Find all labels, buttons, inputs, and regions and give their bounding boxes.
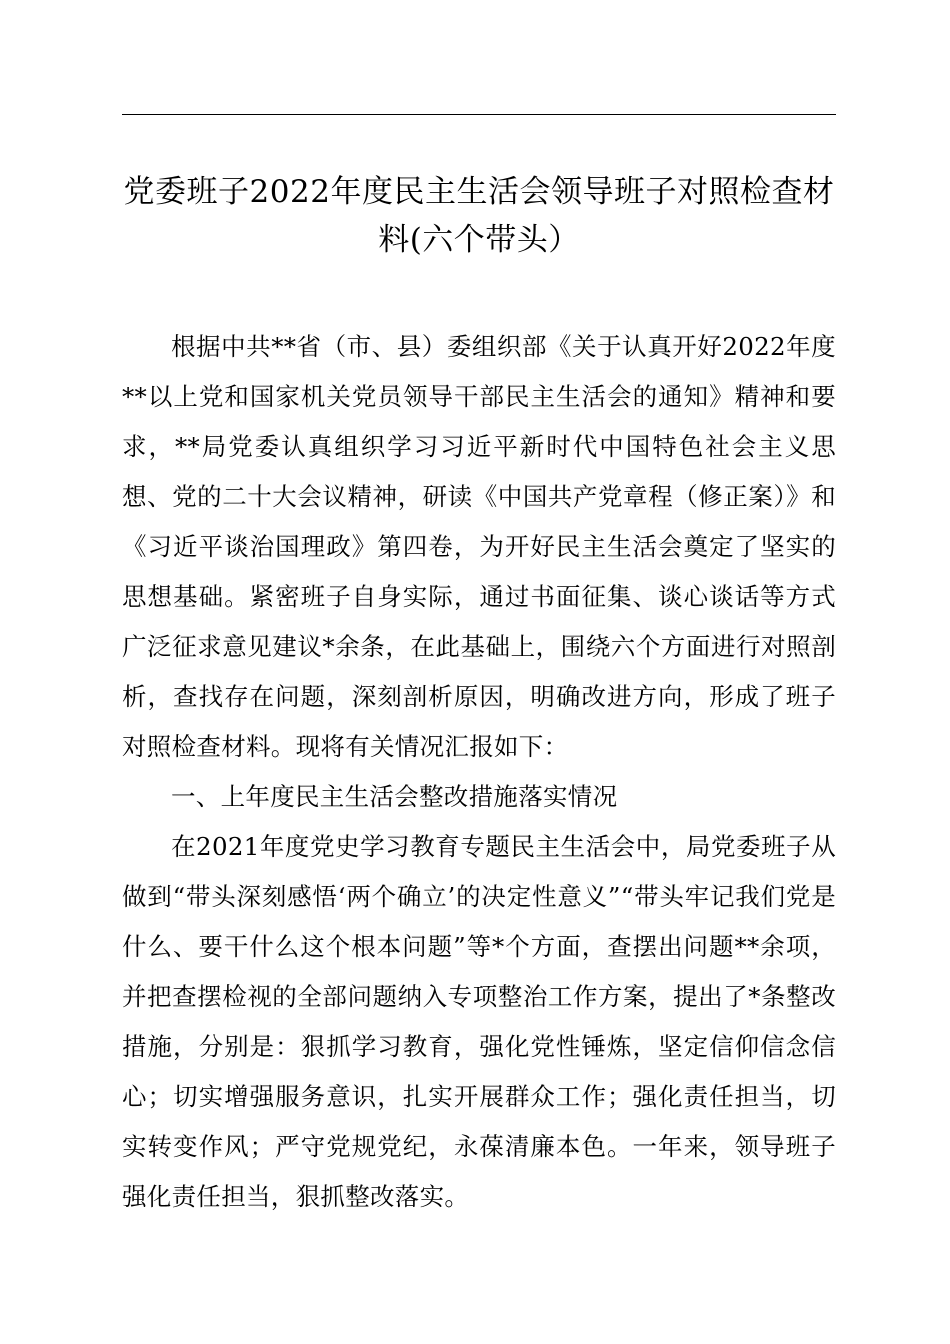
section-heading-1: 一、上年度民主生活会整改措施落实情况 <box>171 782 618 811</box>
document-title: 党委班子2022年度民主生活会领导班子对照检查材料(六个带头） <box>123 174 835 258</box>
header-rule <box>122 114 836 115</box>
section-1-paragraph: 在2021年度党史学习教育专题民主生活会中，局党委班子从做到“带头深刻感悟‘两个确立’的决定性意义”“带头牢记我们党是什么、要干什么这个根本问题”等*个方面，查摆出问题**余项，并把查摆检视的全部问题纳入专项整治工作方案，提出了*条整改措施，分别是：狠抓学习教育，强化党性锤炼，坚定信仰信念信心；切实增强服务意识，扎实开展群众工作；强化责任担当，切实转变作风；严守党规党纪，永葆清廉本色。一年来，领导班子强化责任担当，狠抓整改落实。 <box>122 832 836 1211</box>
intro-paragraph: 根据中共**省（市、县）委组织部《关于认真开好2022年度**以上党和国家机关党员领导干部民主生活会的通知》精神和要求，**局党委认真组织学习习近平新时代中国特色社会主义思想、党的二十大会议精神，研读《中国共产党章程（修正案）》和《习近平谈治国理政》第四卷，为开好民主生活会奠定了坚实的思想基础。紧密班子自身实际，通过书面征集、谈心谈话等方式广泛征求意见建议*余条，在此基础上，围绕六个方面进行对照剖析，查找存在问题，深刻剖析原因，明确改进方向，形成了班子对照检查材料。现将有关情况汇报如下： <box>122 332 836 761</box>
document-body <box>122 322 836 1222</box>
